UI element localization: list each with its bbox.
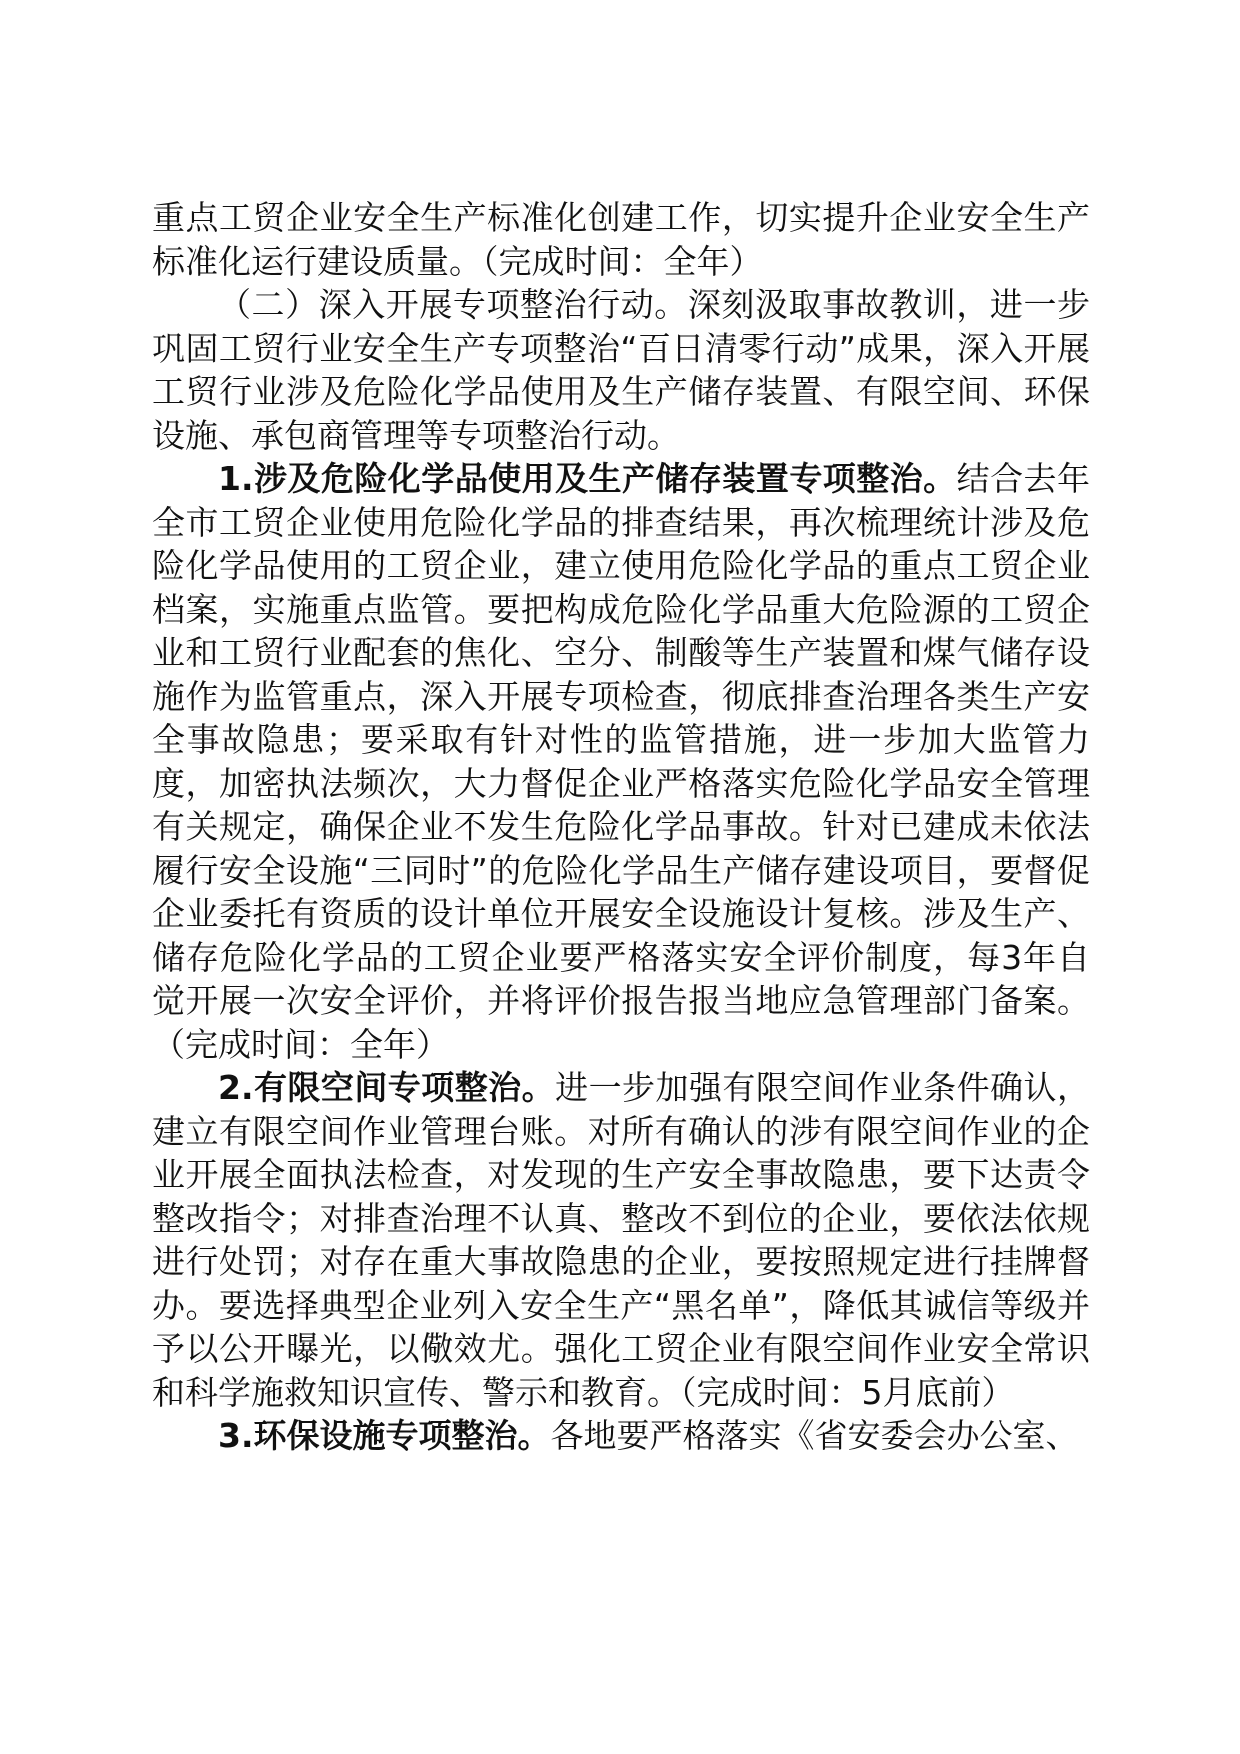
- paragraph-hazardous-chemicals: [152, 457, 1090, 1066]
- paragraph-text: 重点工贸企业安全生产标准化创建工作，切实提升企业安全生产标准化运行建设质量。（完成时间：全年）: [152, 198, 1090, 281]
- paragraph-special-rectification-intro: [152, 283, 1090, 457]
- paragraph-text: 进一步加强有限空间作业条件确认，建立有限空间作业管理台账。对所有确认的涉有限空间作业的企业开展全面执法检查，对发现的生产安全事故隐患，要下达责令整改指令；对排查治理不认真、整改不到位的企业，要依法依规进行处罚；对存在重大事故隐患的企业，要按照规定进行挂牌督办。要选择典型企业列入安全生产“黑名单”，降低其诚信等级并予以公开曝光，以儆效尤。强化工贸企业有限空间作业安全常识和科学施救知识宣传、警示和教育。（完成时间：5月底前）: [152, 1068, 1091, 1412]
- paragraph-confined-space: [152, 1066, 1090, 1414]
- paragraph-heading: 2.有限空间专项整治。: [218, 1068, 556, 1107]
- paragraph-standardization-continued: [152, 196, 1090, 283]
- paragraph-text: （二）深入开展专项整治行动。深刻汲取事故教训，进一步巩固工贸行业安全生产专项整治“百日清零行动”成果，深入开展工贸行业涉及危险化学品使用及生产储存装置、有限空间、环保设施、承包商管理等专项整治行动。: [152, 285, 1090, 455]
- paragraph-environmental-facilities: [152, 1414, 1090, 1458]
- document-body: [152, 196, 1090, 1458]
- paragraph-heading: 3.环保设施专项整治。: [218, 1416, 551, 1455]
- paragraph-text: 各地要严格落实《省安委会办公室、: [550, 1416, 1079, 1455]
- paragraph-heading: 1.涉及危险化学品使用及生产储存装置专项整治。: [218, 459, 957, 498]
- paragraph-text: 结合去年全市工贸企业使用危险化学品的排查结果，再次梳理统计涉及危险化学品使用的工贸企业，建立使用危险化学品的重点工贸企业档案，实施重点监管。要把构成危险化学品重大危险源的工贸企业和工贸行业配套的焦化、空分、制酸等生产装置和煤气储存设施作为监管重点，深入开展专项检查，彻底排查治理各类生产安全事故隐患；要采取有针对性的监管措施，进一步加大监管力度，加密执法频次，大力督促企业严格落实危险化学品安全管理有关规定，确保企业不发生危险化学品事故。针对已建成未依法履行安全设施“三同时”的危险化学品生产储存建设项目，要督促企业委托有资质的设计单位开展安全设施设计复核。涉及生产、储存危险化学品的工贸企业要严格落实安全评价制度，每3年自觉开展一次安全评价，并将评价报告报当地应急管理部门备案。（完成时间：全年）: [152, 459, 1091, 1064]
